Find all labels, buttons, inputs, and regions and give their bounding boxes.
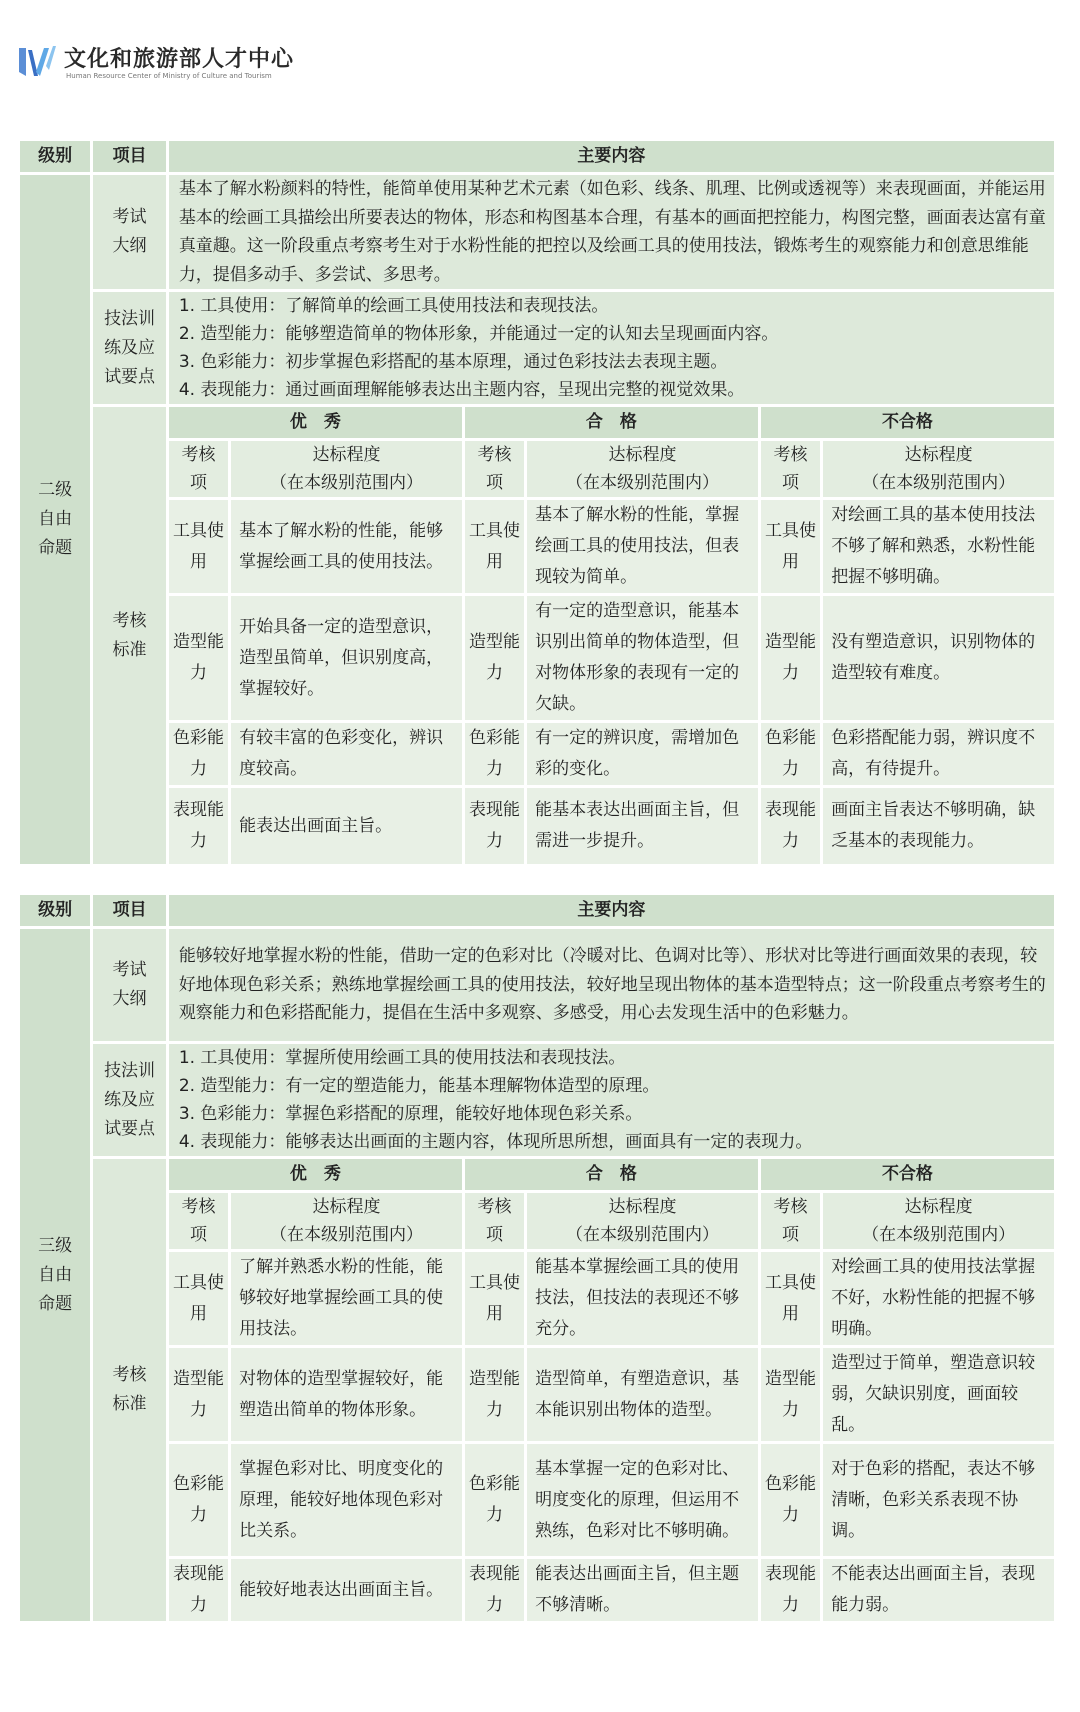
criteria-row bbox=[20, 1444, 1054, 1556]
grade-pass: 合 格 bbox=[465, 407, 758, 438]
criteria-item: 表现能力 bbox=[169, 1559, 228, 1621]
grade-excellent: 优 秀 bbox=[169, 1159, 462, 1190]
criteria-fail: 色彩搭配能力弱，辨识度不高，有待提升。 bbox=[823, 723, 1054, 785]
criteria-excellent: 能较好地表达出画面主旨。 bbox=[231, 1559, 462, 1621]
criteria-pass: 能表达出画面主旨，但主题不够清晰。 bbox=[527, 1559, 758, 1621]
criteria-label: 考核标准 bbox=[93, 1159, 166, 1621]
skills-label: 技法训练及应试要点 bbox=[93, 1044, 166, 1156]
grade-pass: 合 格 bbox=[465, 1159, 758, 1190]
criteria-excellent: 掌握色彩对比、明度变化的原理，能较好地体现色彩对比关系。 bbox=[231, 1444, 462, 1556]
criteria-excellent: 基本了解水粉的性能，能够掌握绘画工具的使用技法。 bbox=[231, 500, 462, 593]
criteria-fail: 画面主旨表达不够明确，缺乏基本的表现能力。 bbox=[823, 788, 1054, 864]
logo-icon bbox=[16, 42, 56, 82]
criteria-pass: 有一定的辨识度，需增加色彩的变化。 bbox=[527, 723, 758, 785]
criteria-fail: 造型过于简单，塑造意识较弱，欠缺识别度，画面较乱。 bbox=[823, 1348, 1054, 1441]
org-name-en: Human Resource Center of Ministry of Culture and Tourism bbox=[66, 72, 272, 80]
criteria-item: 色彩能力 bbox=[465, 1444, 524, 1556]
criteria-fail: 对绘画工具的使用技法掌握不好，水粉性能的把握不够明确。 bbox=[823, 1252, 1054, 1345]
criteria-row bbox=[20, 1348, 1054, 1441]
header-item: 项目 bbox=[93, 141, 166, 172]
grade-fail: 不合格 bbox=[761, 407, 1054, 438]
outline-label: 考试大纲 bbox=[93, 929, 166, 1041]
sub-header-item: 考核项 bbox=[465, 441, 524, 497]
criteria-item: 色彩能力 bbox=[169, 723, 228, 785]
criteria-excellent: 开始具备一定的造型意识，造型虽简单，但识别度高，掌握较好。 bbox=[231, 596, 462, 720]
criteria-item: 色彩能力 bbox=[465, 723, 524, 785]
skill-item: 3. 色彩能力：掌握色彩搭配的原理，能较好地体现色彩关系。 bbox=[178, 1104, 643, 1124]
criteria-item: 工具使用 bbox=[169, 500, 228, 593]
criteria-pass: 能基本掌握绘画工具的使用技法，但技法的表现还不够充分。 bbox=[527, 1252, 758, 1345]
criteria-row bbox=[20, 723, 1054, 785]
level-table bbox=[17, 138, 1057, 867]
criteria-fail: 对绘画工具的基本使用技法不够了解和熟悉，水粉性能把握不够明确。 bbox=[823, 500, 1054, 593]
header-main: 主要内容 bbox=[169, 895, 1054, 926]
skills-list bbox=[169, 1044, 1054, 1156]
page-header bbox=[16, 38, 416, 88]
criteria-item: 工具使用 bbox=[465, 500, 524, 593]
criteria-row bbox=[20, 1252, 1054, 1345]
sub-header-item: 考核项 bbox=[169, 441, 228, 497]
sub-header-standard: 达标程度 （在本级别范围内） bbox=[527, 441, 758, 497]
criteria-item: 工具使用 bbox=[761, 1252, 820, 1345]
criteria-item: 造型能力 bbox=[465, 1348, 524, 1441]
criteria-row bbox=[20, 1559, 1054, 1621]
skill-item: 1. 工具使用：了解简单的绘画工具使用技法和表现技法。 bbox=[178, 296, 609, 316]
skill-item: 3. 色彩能力：初步掌握色彩搭配的基本原理，通过色彩技法去表现主题。 bbox=[178, 352, 728, 372]
level-label: 三级自由命题 bbox=[20, 929, 90, 1621]
criteria-excellent: 了解并熟悉水粉的性能，能够较好地掌握绘画工具的使用技法。 bbox=[231, 1252, 462, 1345]
criteria-item: 表现能力 bbox=[761, 1559, 820, 1621]
grade-fail: 不合格 bbox=[761, 1159, 1054, 1190]
criteria-row bbox=[20, 788, 1054, 864]
criteria-item: 表现能力 bbox=[761, 788, 820, 864]
skill-item: 1. 工具使用：掌握所使用绘画工具的使用技法和表现技法。 bbox=[178, 1048, 626, 1068]
criteria-label: 考核标准 bbox=[93, 407, 166, 864]
criteria-item: 表现能力 bbox=[465, 788, 524, 864]
criteria-pass: 基本掌握一定的色彩对比、明度变化的原理，但运用不熟练，色彩对比不够明确。 bbox=[527, 1444, 758, 1556]
criteria-row bbox=[20, 596, 1054, 720]
criteria-excellent: 能表达出画面主旨。 bbox=[231, 788, 462, 864]
sub-header-item: 考核项 bbox=[169, 1193, 228, 1249]
org-name: 文化和旅游部人才中心 bbox=[64, 46, 295, 72]
skill-item: 4. 表现能力：通过画面理解能够表达出主题内容，呈现出完整的视觉效果。 bbox=[178, 380, 745, 400]
criteria-item: 工具使用 bbox=[169, 1252, 228, 1345]
skills-list bbox=[169, 292, 1054, 404]
header-level: 级别 bbox=[20, 895, 90, 926]
criteria-pass: 能基本表达出画面主旨，但需进一步提升。 bbox=[527, 788, 758, 864]
skill-item: 2. 造型能力：有一定的塑造能力，能基本理解物体造型的原理。 bbox=[178, 1076, 660, 1096]
level-table bbox=[17, 892, 1057, 1624]
skill-item: 4. 表现能力：能够表达出画面的主题内容，体现所思所想，画面具有一定的表现力。 bbox=[178, 1132, 813, 1152]
criteria-item: 造型能力 bbox=[761, 1348, 820, 1441]
sub-header-standard: 达标程度 （在本级别范围内） bbox=[231, 1193, 462, 1249]
criteria-row bbox=[20, 500, 1054, 593]
criteria-excellent: 有较丰富的色彩变化，辨识度较高。 bbox=[231, 723, 462, 785]
criteria-item: 色彩能力 bbox=[761, 1444, 820, 1556]
sub-header-standard: 达标程度 （在本级别范围内） bbox=[823, 441, 1054, 497]
sub-header-item: 考核项 bbox=[465, 1193, 524, 1249]
criteria-excellent: 对物体的造型掌握较好，能塑造出简单的物体形象。 bbox=[231, 1348, 462, 1441]
header-item: 项目 bbox=[93, 895, 166, 926]
sub-header-standard: 达标程度 （在本级别范围内） bbox=[527, 1193, 758, 1249]
header-level: 级别 bbox=[20, 141, 90, 172]
criteria-item: 色彩能力 bbox=[169, 1444, 228, 1556]
criteria-pass: 有一定的造型意识，能基本识别出简单的物体造型，但对物体形象的表现有一定的欠缺。 bbox=[527, 596, 758, 720]
level-label: 二级自由命题 bbox=[20, 175, 90, 864]
sub-header-standard: 达标程度 （在本级别范围内） bbox=[231, 441, 462, 497]
criteria-item: 色彩能力 bbox=[761, 723, 820, 785]
criteria-item: 工具使用 bbox=[761, 500, 820, 593]
criteria-item: 表现能力 bbox=[169, 788, 228, 864]
criteria-fail: 对于色彩的搭配，表达不够清晰，色彩关系表现不协调。 bbox=[823, 1444, 1054, 1556]
criteria-item: 造型能力 bbox=[465, 596, 524, 720]
criteria-item: 造型能力 bbox=[761, 596, 820, 720]
criteria-item: 造型能力 bbox=[169, 596, 228, 720]
criteria-item: 造型能力 bbox=[169, 1348, 228, 1441]
header-main: 主要内容 bbox=[169, 141, 1054, 172]
outline-text: 能够较好地掌握水粉的性能，借助一定的色彩对比（冷暖对比、色调对比等）、形状对比等进行画面效果的表现，较好地体现色彩关系；熟练地掌握绘画工具的使用技法，较好地呈现出物体的基本造型特点；这一阶段重点考察考生的观察能力和色彩搭配能力，提倡在生活中多观察、多感受，用心去发现生活中的色彩魅力。 bbox=[169, 929, 1054, 1041]
criteria-fail: 没有塑造意识，识别物体的造型较有难度。 bbox=[823, 596, 1054, 720]
skills-label: 技法训练及应试要点 bbox=[93, 292, 166, 404]
grade-excellent: 优 秀 bbox=[169, 407, 462, 438]
skill-item: 2. 造型能力：能够塑造简单的物体形象，并能通过一定的认知去呈现画面内容。 bbox=[178, 324, 779, 344]
outline-label: 考试大纲 bbox=[93, 175, 166, 289]
criteria-fail: 不能表达出画面主旨，表现能力弱。 bbox=[823, 1559, 1054, 1621]
criteria-pass: 基本了解水粉的性能，掌握绘画工具的使用技法，但表现较为简单。 bbox=[527, 500, 758, 593]
sub-header-item: 考核项 bbox=[761, 441, 820, 497]
sub-header-item: 考核项 bbox=[761, 1193, 820, 1249]
criteria-item: 工具使用 bbox=[465, 1252, 524, 1345]
outline-text: 基本了解水粉颜料的特性，能简单使用某种艺术元素（如色彩、线条、肌理、比例或透视等）来表现画面，并能运用基本的绘画工具描绘出所要表达的物体，形态和构图基本合理，有基本的画面把控能力，构图完整，画面表达富有童真童趣。这一阶段重点考察考生对于水粉性能的把控以及绘画工具的使用技法，锻炼考生的观察能力和创意思维能力，提倡多动手、多尝试、多思考。 bbox=[169, 175, 1054, 289]
criteria-item: 表现能力 bbox=[465, 1559, 524, 1621]
criteria-pass: 造型简单，有塑造意识，基本能识别出物体的造型。 bbox=[527, 1348, 758, 1441]
sub-header-standard: 达标程度 （在本级别范围内） bbox=[823, 1193, 1054, 1249]
